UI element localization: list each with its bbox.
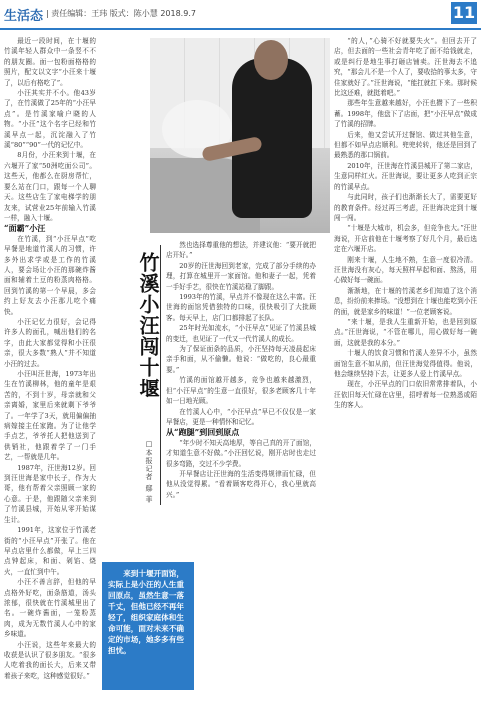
col1-body xyxy=(4,234,96,681)
paragraph: 竹溪的面馆越开越多，竞争也越来越激烈，但“小汪早点”的生意一直很好，很多老顾客几十年如一日地光顾。 xyxy=(166,376,316,406)
article-title: 竹溪小汪闯十堰 xyxy=(136,252,160,399)
paragraph: 后来，他又尝试开过餐馆、做过其他生意，但都不如早点店顺利。兜兜转转，他还是回到了最熟悉的那口锅前。 xyxy=(334,130,477,160)
paragraph: 1991年，这家位于竹溪老街的“小汪早点”开张了。他在早点店里什么都做，早上三四点钟起床，和面、剁馅、烧火，一直忙到中午。 xyxy=(4,526,96,576)
paragraph: 25年时光如流水，“小汪早点”见证了竹溪县城的变迁，也见证了一代又一代竹溪人的成长。 xyxy=(166,324,316,343)
pull-quote: 来到十堰开面馆，实际上是小汪的人生重回原点，虽然生意一落千丈，但他已经不再年轻了，组织家庭体和生命可能，面对未来不确定的市场，她多多有些担忧。 xyxy=(108,569,184,655)
header-meta: | 责任编辑：王玮 版式：陈小慧 2018.9.7 xyxy=(46,9,196,18)
paragraph: 刚来十堰，人生地不熟，生意一度很冷清。汪世海没有灰心，每天照样早起和面、熬汤，用心做好每一碗面。 xyxy=(334,255,477,285)
col4-body xyxy=(334,36,477,223)
paragraph: 1987年，汪世海12岁。回到汪世海是家中长子，作为大哥，他有帮着父亲照顾一家的心意。于是，他跟随父亲来到了竹溪县城，开始从零开始谋生计。 xyxy=(4,463,96,524)
paragraph: 1993年的竹溪，早点并不像现在这么丰富。汪世海的面馆凭借独特的口味，很快吸引了大批顾客。每天早上，店门口都排起了长队。 xyxy=(166,293,316,322)
paragraph: 小汪说，这些年来最大的收获是认识了很多朋友。“很多人吃着我的面长大，后来又带着孩子来吃，这种感觉很好。” xyxy=(4,640,96,680)
article-column-4 xyxy=(334,36,477,696)
paragraph: 十堰人的饮食习惯和竹溪人差异不小，虽然面馆生意不如从前，但汪世海觉得值得。他说，他会继续坚持下去，让更多人爱上竹溪早点。 xyxy=(334,349,477,378)
subhead-mianba: “面霸”小汪 xyxy=(4,223,46,234)
paragraph: 渐渐地，在十堰的竹溪老乡们知道了这个消息，纷纷前来捧场。“没想到在十堰也能吃到小汪的面，就是家乡的味道！”一位老顾客说。 xyxy=(334,286,477,316)
paragraph: “的人，”心骑不好就要失火”。但回去开了店，但去面的一些社会青年吃了面不给钱就走，或是纠行是地生事打砸店铺卖。汪世海去不追究，“那会儿不是一个人了，要收拾的事太多，守住家就好了。”汪世海说，“能扛就扛下来。那时候比这还难，就挺着吧。” xyxy=(334,37,477,98)
page-number: 11 xyxy=(452,3,476,22)
paragraph: 最近一段时间，在十堰的竹溪年轻人群众中一条竖不不的朋友圈。面一包粉面格格的照片，配文以文字“小汪来十堰了，以后有格吃了”。 xyxy=(4,37,96,87)
paragraph: 那些年生意越来越好，小汪也攒下了一些积蓄。1998年，他盘下了店面，把“小汪早点”做成了竹溪的招牌。 xyxy=(334,99,477,129)
col4-body-b xyxy=(334,223,477,410)
paragraph: 然也选择尊重他的想法，并建议他：“要开就把店开好。” xyxy=(166,241,316,260)
paragraph: 小汪不善言辞，但他的早点格外好吃，面条筋道，汤头浓郁，很快就在竹溪城里出了名。一碗炸酱面，一笼粉蒸肉，成为无数竹溪人心中的家乡味道。 xyxy=(4,578,96,639)
paragraph: 小汪其实并不小。他43岁了，在竹溪做了25年的“小汪早点”。是竹溪家喻户晓的人物。“小汪”这个名字已经和竹溪早点一起，沉淀融入了竹溪“80”“90”一代的记忆中。 xyxy=(4,89,96,150)
article-byline: □本报记者 鄢 菲 xyxy=(145,440,153,504)
header-rule xyxy=(0,28,481,30)
article-column-1 xyxy=(4,36,96,696)
section-title: 生活态 xyxy=(4,9,44,24)
pull-quote-box xyxy=(102,562,194,690)
paragraph: “年少时不知天高地厚，等自己真的开了面馆，才知道生意不好做。”小汪回忆说，刚开店时也走过很多弯路，交过不少学费。 xyxy=(166,438,316,468)
col3-body-b xyxy=(166,438,316,500)
subhead-paotui: 从“跑腿”到回到原点 xyxy=(166,427,240,438)
paragraph: 20岁的汪世海回到老家，完成了部分手续的办理，打算在城里开一家面馆。他和妻子一起，凭着一手好手艺，很快在竹溪站稳了脚跟。 xyxy=(166,261,316,291)
paragraph: 为了保证面条的品质，小汪坚持每天凌晨起床亲手和面，从不偷懒。他说：“做吃的，良心最重要。” xyxy=(166,345,316,374)
paragraph: 小汪叫汪世海，1973年出生在竹溪柳林，他的童年是艰苦的，不到十岁，母亲就和父亲离婚，家里后来就剩下爷爷了。一年学了3天，就用偏偏抽病嫁接主任家跑。为了让他学手点艺，爷爷托人把他送到了供销社，他跟着学了一门手艺，一帮就是几年。 xyxy=(4,370,96,462)
paragraph: 现在，小汪早点的门口依旧常常排着队，小汪依旧每天忙碌在店里，招呼着每一位熟悉或陌生的客人。 xyxy=(334,380,477,410)
paragraph: “来十堰，是我人生重新开始，也是回到原点。”汪世海说，“不管在哪儿，用心做好每一碗面，这就是我的本分。” xyxy=(334,317,477,347)
page-header xyxy=(0,0,481,28)
paragraph: 开早餐店让汪世海的生活变得规律而忙碌，但他从没觉得累。“看着顾客吃得开心，我心里就高兴。” xyxy=(166,469,316,499)
paragraph: 8月份，小汪来到十堰，在六堰开了家“50洲吃面公司”。这些天，他都么在厨房帮忙，要么站在门口，跟每一个人聊天。这些店生了家电梯学的朋友来，试营业25年前输入竹溪一样，融入十堰。 xyxy=(4,151,96,222)
chef-photo xyxy=(150,38,330,233)
paragraph: “十堰是大城市，机会多，但竞争也大。”汪世海说，开店前他在十堰考察了好几个月，最后选定在六堰开店。 xyxy=(334,224,477,254)
paragraph: 在竹溪人心中，“小汪早点”早已不仅仅是一家早餐店，更是一种情怀和记忆。 xyxy=(166,407,316,426)
paragraph: 小汪记忆力很好，会记得许多人的面孔，喊出他们的名字，由此大家都觉得和小汪很亲，很大多数“熟人”并不知道小汪的过去。 xyxy=(4,317,96,368)
paragraph: 2010年，汪世海在竹溪县城开了第二家店，生意同样红火。汪世海说，要让更多人吃到正宗的竹溪早点。 xyxy=(334,161,477,191)
col3-body xyxy=(166,240,316,427)
paragraph: 与此同时，孩子们也渐渐长大了，需要更好的教育条件。经过再三考虑，汪世海决定到十堰闯一闯。 xyxy=(334,193,477,222)
col1-intro xyxy=(4,36,96,223)
paragraph: 在竹溪，到“小汪早点”吃早餐是地道竹溪人的习惯，许多外出求学或是工作的竹溪人，要会场让小汪的那碗炸酱面和辅着土豆的粉蒸肉格格。回到竹溪的第一个早晨，多会约上好友去小汪那儿吃个痛快。 xyxy=(4,234,96,316)
title-divider xyxy=(160,245,161,505)
